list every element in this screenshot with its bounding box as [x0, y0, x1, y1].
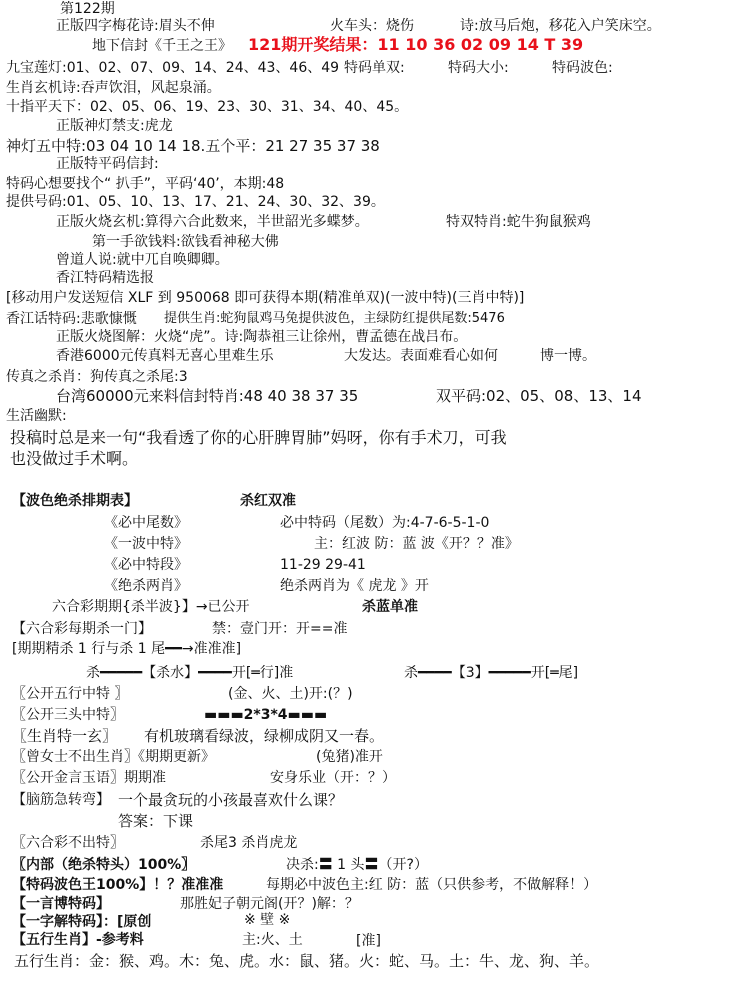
issue-number: 第122期: [60, 1, 115, 17]
must-tail-value: 必中特码（尾数）为:4-7-6-5-1-0: [280, 515, 490, 531]
five-elements-label: 〖公开五行中特 〗: [12, 686, 129, 702]
kill-two-label: 《绝杀两肖》: [104, 578, 188, 594]
wave-kill-table-title: 【波色绝杀排期表】: [12, 493, 138, 509]
envelope-label: 正版特平码信封:: [56, 156, 159, 172]
master-says-line: 曾道人说:就中兀自唤卿卿。: [56, 252, 229, 268]
three-heads-label: 〖公开三头中特〗: [12, 707, 124, 723]
five-zodiac-label: 【五行生肖】-参考料: [12, 932, 144, 948]
must-segment-label: 《必中特段》: [104, 557, 188, 573]
brain-teaser-label: 【脑筋急转弯】: [12, 792, 110, 808]
ms-zeng-label: 〖曾女士不出生肖〗《期期更新》: [12, 749, 215, 765]
kill-red-label: 杀红双准: [240, 493, 296, 509]
plum-poem-line: 正版四字梅花诗:眉头不伸: [56, 18, 215, 34]
lamp-five-numbers: 神灯五中特:03 04 10 14 18.五个平：21 27 35 37 38: [6, 137, 380, 155]
lamp-ban-line: 正版神灯禁支:虎龙: [56, 118, 173, 134]
poem-line: 诗:放马后炮，移花入户笑床空。: [460, 18, 661, 34]
kill-water-row: 杀━━━━━【杀水】━━━━开[═行]准: [86, 665, 294, 681]
kill-tail-row: 杀━━━━【3】━━━━━开[═尾]: [404, 665, 579, 681]
one-wave-label: 《一波中特》: [104, 536, 188, 552]
kill-one-door-value: 禁：壹门开：开==准: [212, 621, 348, 637]
fire-riddle-line: 正版火烧玄机:算得六合此数来，半世韶光多蝶梦。: [56, 214, 369, 230]
three-heads-value: ▬▬▬2*3*4▬▬▬: [204, 707, 328, 723]
one-word-value: 那胜妃子朝元阁(开？)解：？: [180, 896, 359, 912]
draw-result-banner: 121期开奖结果：11 10 36 02 09 14 T 39: [248, 35, 584, 54]
must-segment-value: 11-29 29-41: [280, 557, 366, 573]
five-elements-zodiac-list: 五行生肖：金：猴、鸡。木：兔、虎。水：鼠、猪。火：蛇、马。土：牛、龙、狗、羊。: [14, 952, 600, 970]
underground-envelope-label: 地下信封《千王之王》: [92, 38, 232, 54]
zodiac-poem-line: 生肖玄机诗:吞声饮泪，风起泉涌。: [6, 80, 221, 96]
hk-fax-line: 香港6000元传真料无喜心里难生乐: [56, 348, 274, 364]
joke-line-1: 投稿时总是来一句“我看透了你的心肝脾胃肺”妈呀，你有手术刀，可我: [10, 428, 507, 447]
ten-fingers-numbers: 十指平天下：02、05、06、19、23、30、31、34、40、45。: [6, 99, 409, 115]
brain-teaser-question: 一个最贪玩的小孩最喜欢什么课？: [118, 791, 344, 809]
kill-two-value: 绝杀两肖为《 虎龙 》开: [280, 578, 429, 594]
kill-one-door-label: 【六合彩每期杀一门】: [12, 621, 152, 637]
ms-zeng-value: (兔猪)准开: [316, 749, 383, 765]
wave-color-label: 特码波色:: [552, 60, 613, 76]
taiwan-envelope-line: 台湾60000元来料信封特肖:48 40 38 37 35: [56, 387, 359, 405]
zodiac-mystery-label: 〖生肖特一玄〗: [12, 727, 118, 745]
brain-teaser-answer: 答案：下课: [118, 812, 194, 830]
zodiac-mystery-value: 有机玻璃看绿波，绿柳成阴又一春。: [144, 727, 385, 745]
first-hand-line: 第一手欲钱料:欲钱看神秘大佛: [92, 234, 279, 250]
big-small-label: 特码大小:: [448, 60, 509, 76]
five-elements-value: (金、火、土)开:(？): [228, 686, 353, 702]
wave-king-label: 【特码波色王100%】！？准准准: [12, 877, 224, 893]
no-special-value: 杀尾3 杀肖虎龙: [200, 835, 298, 851]
lotus-lamp-numbers: 九宝莲灯:01、02、07、09、14、24、43、46、49: [6, 60, 340, 76]
humor-label: 生活幽默:: [6, 408, 67, 424]
provided-zodiac-line: 提供生肖:蛇狗鼠鸡马兔提供波色，主绿防红提供尾数:5476: [164, 311, 505, 326]
five-zodiac-accurate: [准]: [356, 933, 381, 949]
internal-kill-label: 〖内部（绝杀特头）100%〗: [12, 857, 196, 873]
fax-poem-a: 大发达。表面难看心如何: [344, 348, 498, 364]
golden-words-value: 安身乐业（开：？）: [270, 770, 396, 786]
xiangjiang-line: 香江话特码:悲歌慷慨: [6, 311, 137, 327]
half-wave-line: 六合彩期期{杀半波}】→已公开: [52, 599, 250, 615]
one-char-value: ※ 壁 ※: [244, 912, 291, 928]
must-tail-label: 《必中尾数》: [104, 515, 188, 531]
five-zodiac-main: 主:火、土: [242, 932, 303, 948]
special-zodiac-line: 特双特肖:蛇牛狗鼠猴鸡: [446, 214, 591, 230]
odd-even-label: 特码单双:: [344, 60, 405, 76]
provided-numbers: 提供号码:01、05、10、13、17、21、24、30、32、39。: [6, 194, 385, 210]
sms-promo-line: [移动用户发送短信 XLF 到 950068 即可获得本期(精准单双)(一波中特)(三肖中特)]: [6, 290, 525, 306]
fire-diagram-line: 正版火烧图解：火烧“虎”。诗:陶恭祖三让徐州，曹孟德在战吕布。: [56, 329, 468, 345]
precise-kill-line: [期期精杀 1 行与杀 1 尾━━→准准准]: [12, 641, 242, 657]
no-special-label: 〖六合彩不出特〗: [12, 835, 124, 851]
double-flat-numbers: 双平码:02、05、08、13、14: [436, 387, 642, 405]
pickpocket-line: 特码心想要找个“ 扒手”，平码‘40’，本期:48: [6, 176, 285, 192]
internal-kill-value: 决杀:〓 1 头〓（开?）: [286, 857, 428, 873]
train-head-line: 火车头：烧伤: [330, 18, 414, 34]
one-word-label: 【一言博特码】: [12, 896, 110, 912]
kill-blue-label: 杀蓝单准: [362, 599, 418, 615]
hongkong-report-title: 香江特码精选报: [56, 270, 154, 286]
joke-line-2: 也没做过手术啊。: [10, 449, 139, 468]
one-char-label: 【一字解特码】：[原创: [12, 914, 152, 930]
one-wave-value: 主：红波 防：蓝 波《开？？准》: [314, 536, 519, 552]
fax-kill-line: 传真之杀肖：狗传真之杀尾:3: [6, 369, 188, 385]
golden-words-label: 〖公开金言玉语〗期期准: [12, 770, 166, 786]
wave-king-value: 每期必中波色主:红 防：蓝（只供参考，不做解释！）: [266, 877, 598, 893]
fax-poem-b: 博一博。: [540, 348, 596, 364]
